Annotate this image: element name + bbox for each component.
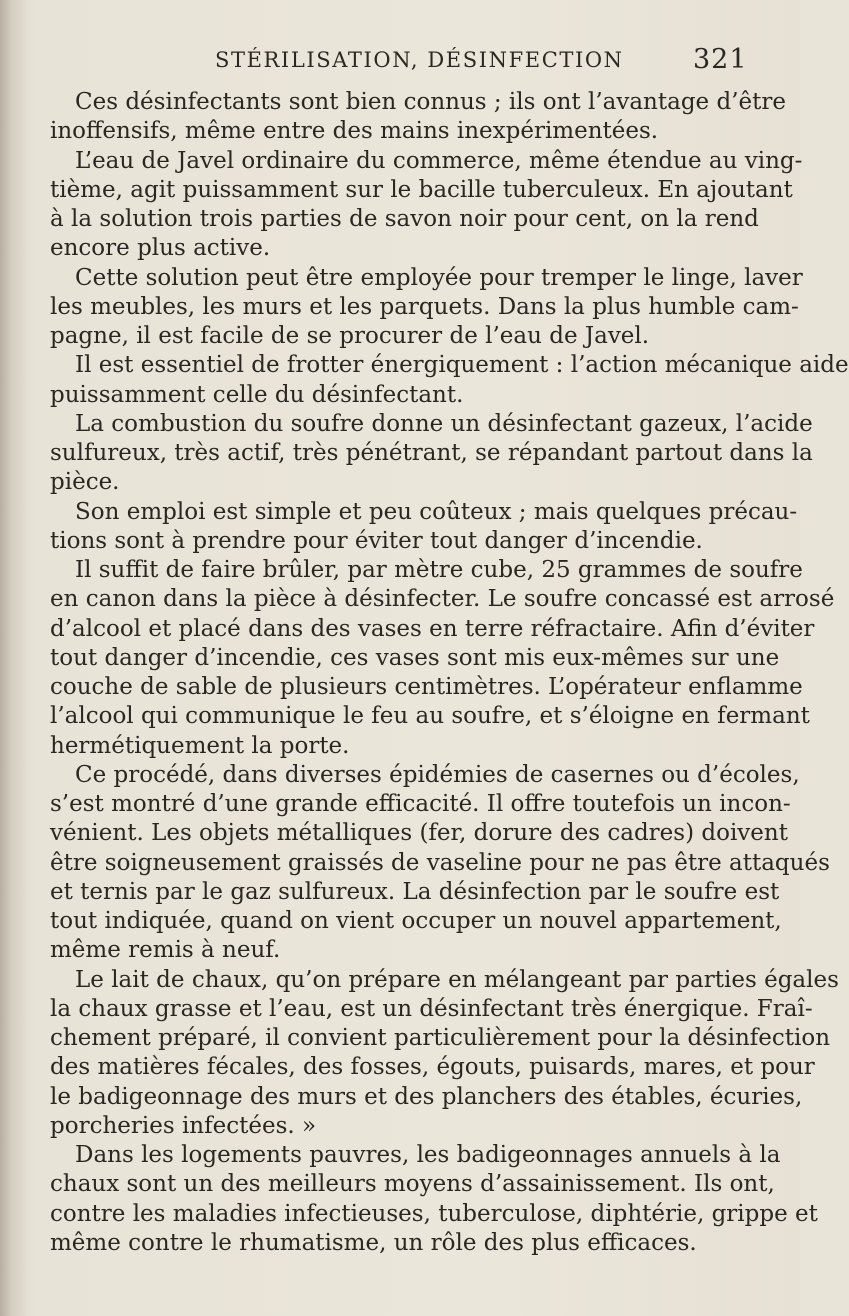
body-text	[50, 88, 849, 1258]
text-line: en canon dans la pièce à désinfecter. Le soufre concassé est arrosé	[50, 586, 835, 613]
text-line: s’est montré d’une grande efficacité. Il offre toutefois un incon-	[50, 791, 791, 817]
text-line: L’eau de Javel ordinaire du commerce, même étendue au ving-	[75, 147, 803, 174]
text-line: Il est essentiel de frotter énergiquement : l’action mécanique aide	[75, 352, 849, 379]
text-line: tout indiquée, quand on vient occuper un nouvel appartement,	[50, 908, 782, 934]
text-line: même remis à neuf.	[50, 937, 281, 964]
running-header	[215, 44, 748, 84]
text-line: à la solution trois parties de savon noir pour cent, on la rend	[50, 206, 759, 232]
text-line: Ce procédé, dans diverses épidémies de casernes ou d’écoles,	[75, 761, 800, 788]
text-line: les meubles, les murs et les parquets. Dans la plus humble cam-	[50, 293, 799, 320]
text-line: sulfureux, très actif, très pénétrant, se répandant partout dans la	[50, 440, 813, 466]
text-line: Le lait de chaux, qu’on prépare en mélangeant par parties égales	[75, 966, 839, 993]
text-line: même contre le rhumatisme, un rôle des plus efficaces.	[50, 1229, 697, 1256]
text-line: encore plus active.	[50, 235, 271, 262]
text-line: chement préparé, il convient particulièrement pour la désinfection	[50, 1025, 831, 1051]
text-line: porcheries infectées. »	[50, 1112, 317, 1139]
text-line: Il suffit de faire brûler, par mètre cube, 25 grammes de soufre	[75, 557, 803, 583]
text-line: pièce.	[50, 469, 120, 496]
text-line: et ternis par le gaz sulfureux. La désinfection par le soufre est	[50, 878, 780, 905]
page-edge-shadow	[0, 0, 34, 1316]
text-line: des matières fécales, des fosses, égouts, puisards, mares, et pour	[50, 1054, 815, 1081]
text-line: Ces désinfectants sont bien connus ; ils ont l’avantage d’être	[75, 89, 786, 115]
text-line: Cette solution peut être employée pour tremper le linge, laver	[75, 264, 803, 291]
text-line: l’alcool qui communique le feu au soufre, et s’éloigne en fermant	[50, 703, 810, 730]
text-line: tième, agit puissamment sur le bacille tuberculeux. En ajoutant	[50, 176, 793, 203]
text-line: inoffensifs, même entre des mains inexpérimentées.	[50, 118, 659, 145]
text-line: La combustion du soufre donne un désinfectant gazeux, l’acide	[75, 410, 813, 437]
text-line: le badigeonnage des murs et des planchers des étables, écuries,	[50, 1083, 803, 1110]
text-line: pagne, il est facile de se procurer de l’eau de Javel.	[50, 323, 650, 349]
text-line: tout danger d’incendie, ces vases sont mis eux-mêmes sur une	[50, 644, 780, 671]
text-line: d’alcool et placé dans des vases en terre réfractaire. Afin d’éviter	[50, 615, 815, 642]
text-line: puissamment celle du désinfectant.	[50, 381, 464, 408]
text-line: tions sont à prendre pour éviter tout danger d’incendie.	[50, 527, 703, 554]
text-line: couche de sable de plusieurs centimètres. L’opérateur enflamme	[50, 674, 803, 700]
text-line: Dans les logements pauvres, les badigeonnages annuels à la	[75, 1142, 781, 1168]
running-title: STÉRILISATION, DÉSINFECTION	[215, 48, 624, 72]
text-line: être soigneusement graissés de vaseline pour ne pas être attaqués	[50, 849, 830, 876]
text-line: contre les maladies infectieuses, tuberculose, diphtérie, grippe et	[50, 1200, 818, 1227]
text-line: vénient. Les objets métalliques (fer, dorure des cadres) doivent	[50, 820, 788, 847]
text-line: Son emploi est simple et peu coûteux ; mais quelques précau-	[75, 498, 798, 525]
text-line: chaux sont un des meilleurs moyens d’assainissement. Ils ont,	[50, 1171, 775, 1198]
page-number: 321	[693, 44, 748, 75]
text-line: la chaux grasse et l’eau, est un désinfectant très énergique. Fraî-	[50, 995, 813, 1022]
text-line: hermétiquement la porte.	[50, 732, 350, 759]
